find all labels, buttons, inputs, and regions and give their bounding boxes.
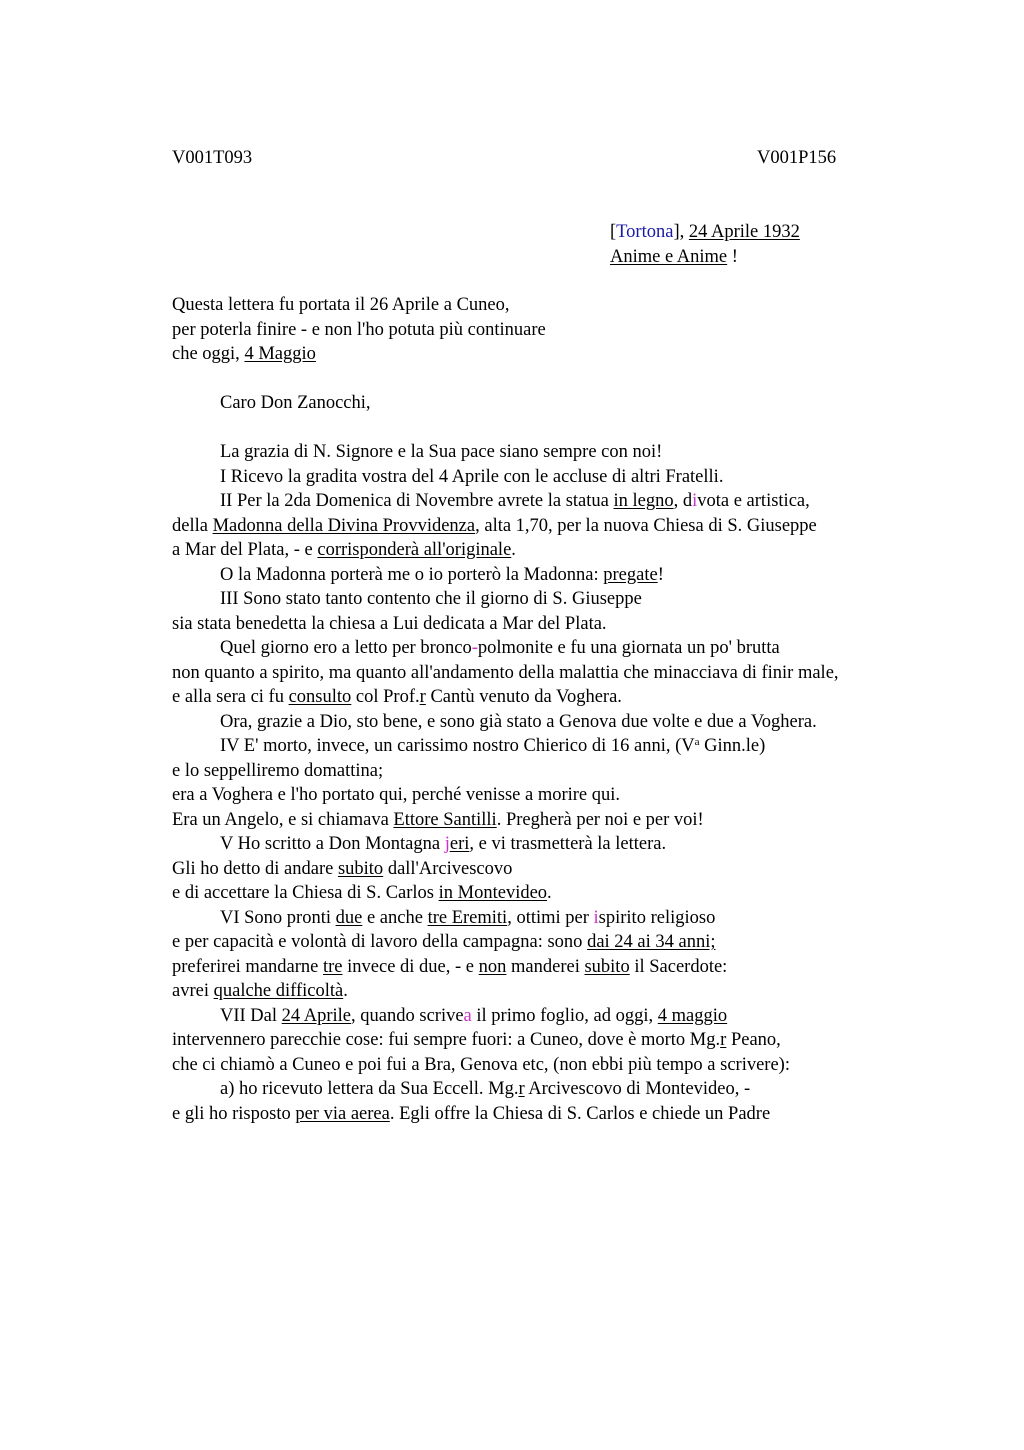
paragraph-line: non quanto a spirito, ma quanto all'andamento della malattia che minacciava di finir male, bbox=[172, 662, 839, 683]
text: col Prof. bbox=[351, 687, 420, 707]
text: ! bbox=[657, 564, 664, 585]
text: a) ho ricevuto lettera da Sua Eccell. Mg. bbox=[220, 1079, 519, 1099]
note-line bbox=[172, 342, 546, 367]
text: Ginn.le) bbox=[699, 736, 766, 756]
salutation: Caro Don Zanocchi, bbox=[220, 393, 371, 413]
paragraph-line: Ora, grazie a Dio, sto bene, e sono già stato a Genova due volte e due a Voghera. bbox=[220, 711, 817, 732]
underlined-text: tre Eremiti bbox=[427, 907, 508, 928]
text: . bbox=[547, 883, 552, 903]
paragraph-line bbox=[172, 1004, 839, 1029]
text: che oggi, bbox=[172, 344, 245, 364]
note-line: Questa lettera fu portata il 26 Aprile a Cuneo, bbox=[172, 295, 510, 315]
underlined-text: Madonna della Divina Provvidenza bbox=[212, 515, 476, 536]
paragraph-line bbox=[172, 636, 839, 661]
motto-end: ! bbox=[727, 246, 738, 267]
note-date: 4 Maggio bbox=[244, 344, 316, 364]
underlined-text: subito bbox=[584, 956, 630, 977]
underlined-text: consulto bbox=[288, 687, 352, 707]
text: VII Dal bbox=[220, 1005, 282, 1026]
highlighted-char: j bbox=[444, 834, 450, 854]
text: e alla sera ci fu bbox=[172, 687, 289, 707]
underlined-text: tre bbox=[323, 956, 343, 977]
text: spirito religioso bbox=[598, 907, 716, 928]
motto: Anime e Anime bbox=[610, 246, 728, 267]
text: Arcivescovo di Montevideo, - bbox=[524, 1079, 751, 1099]
text: invece di due, - e bbox=[342, 956, 479, 977]
underlined-text: Ettore Santilli bbox=[393, 809, 497, 830]
text: . bbox=[343, 981, 348, 1001]
letter-body bbox=[172, 391, 839, 1126]
note-line: per poterla finire - e non l'ho potuta più continuare bbox=[172, 319, 546, 340]
text: avrei bbox=[172, 981, 214, 1001]
text: IV E' morto, invece, un carissimo nostro Chierico di 16 anni, (V bbox=[220, 736, 695, 756]
text: e gli ho risposto bbox=[172, 1103, 296, 1124]
paragraph-line bbox=[172, 979, 839, 1004]
paragraph-line bbox=[172, 489, 839, 514]
text: , d bbox=[673, 491, 693, 511]
bracket: [ bbox=[610, 222, 617, 242]
text: Era un Angelo, e si chiamava bbox=[172, 809, 394, 830]
document-code-right: V001P156 bbox=[757, 148, 837, 168]
text: vota e artistica, bbox=[697, 491, 810, 511]
text: , e vi trasmetterà la lettera. bbox=[469, 834, 667, 854]
paragraph-line bbox=[172, 906, 839, 931]
paragraph-line bbox=[172, 857, 839, 882]
paragraph-line: I Ricevo la gradita vostra del 4 Aprile con le accluse di altri Fratelli. bbox=[220, 466, 724, 487]
text: il primo foglio, ad oggi, bbox=[471, 1005, 658, 1026]
underlined-text: subito bbox=[337, 858, 384, 879]
text: il Sacerdote: bbox=[629, 956, 728, 977]
underlined-text: r bbox=[720, 1030, 727, 1050]
paragraph-line bbox=[172, 563, 839, 588]
text: preferirei mandarne bbox=[172, 956, 323, 977]
underlined-text: in Montevideo bbox=[438, 883, 548, 903]
underlined-text: eri bbox=[449, 834, 470, 854]
letter-date: 24 Aprile 1932 bbox=[688, 222, 800, 242]
paragraph-line bbox=[172, 1102, 839, 1127]
paragraph-line bbox=[172, 1077, 839, 1102]
highlighted-char: - bbox=[471, 638, 478, 658]
text: dall'Arcivescovo bbox=[383, 858, 513, 879]
paragraph-line: III Sono stato tanto contento che il giorno di S. Giuseppe bbox=[220, 589, 642, 609]
text: O la Madonna porterà me o io porterò la Madonna: bbox=[220, 564, 604, 585]
paragraph-line bbox=[172, 514, 839, 539]
highlighted-char: i bbox=[593, 907, 599, 928]
underlined-text: qualche difficoltà bbox=[213, 981, 344, 1001]
underlined-text: due bbox=[335, 907, 363, 928]
paragraph-line bbox=[172, 881, 839, 906]
paragraph-line bbox=[172, 734, 839, 759]
text: manderei bbox=[506, 956, 585, 977]
paragraph-line bbox=[172, 1028, 839, 1053]
paragraph-line: sia stata benedetta la chiesa a Lui dedicata a Mar del Plata. bbox=[172, 613, 607, 634]
highlighted-char: a bbox=[463, 1005, 472, 1026]
paragraph-line: che ci chiamò a Cuneo e poi fui a Bra, Genova etc, (non ebbi più tempo a scrivere): bbox=[172, 1054, 790, 1075]
underlined-text: 24 Aprile bbox=[281, 1005, 352, 1026]
underlined-text: pregate bbox=[603, 564, 658, 585]
paragraph-line bbox=[172, 808, 839, 833]
paragraph-line bbox=[172, 538, 839, 563]
paragraph-line bbox=[172, 955, 839, 980]
text: V Ho scritto a Don Montagna bbox=[220, 834, 445, 854]
text: Cantù venuto da Voghera. bbox=[425, 687, 622, 707]
paragraph-line bbox=[172, 832, 839, 857]
dateline bbox=[610, 220, 800, 269]
greeting: La grazia di N. Signore e la Sua pace siano sempre con noi! bbox=[220, 442, 663, 462]
place-name: Tortona bbox=[616, 222, 674, 242]
text: , quando scrive bbox=[351, 1005, 464, 1026]
text: , alta 1,70, per la nuova Chiesa di S. Giuseppe bbox=[475, 515, 817, 536]
preface-note bbox=[172, 293, 546, 367]
text: polmonite e fu una giornata un po' brutta bbox=[477, 638, 780, 658]
text: II Per la 2da Domenica di Novembre avrete la statua bbox=[220, 491, 614, 511]
superscript: a bbox=[694, 736, 700, 748]
underlined-text: r bbox=[419, 687, 426, 707]
paragraph-line bbox=[172, 685, 839, 710]
text: e di accettare la Chiesa di S. Carlos bbox=[172, 883, 439, 903]
text: a Mar del Plata, - e bbox=[172, 540, 318, 560]
text: intervennero parecchie cose: fui sempre fuori: a Cuneo, dove è morto Mg. bbox=[172, 1030, 721, 1050]
underlined-text: 4 maggio bbox=[657, 1005, 728, 1026]
highlighted-char: i bbox=[692, 491, 698, 511]
text: della bbox=[172, 515, 213, 536]
paragraph-line: era a Voghera e l'ho portato qui, perché venisse a morire qui. bbox=[172, 785, 621, 805]
document-code-left: V001T093 bbox=[172, 148, 253, 168]
text: e anche bbox=[362, 907, 428, 928]
underlined-text: r bbox=[518, 1079, 525, 1099]
bracket: ], bbox=[673, 222, 689, 242]
text: . bbox=[511, 540, 516, 560]
underlined-text: per via aerea bbox=[295, 1103, 390, 1124]
text: e per capacità e volontà di lavoro della campagna: sono bbox=[172, 932, 588, 952]
text: . Egli offre la Chiesa di S. Carlos e chiede un Padre bbox=[389, 1103, 771, 1124]
underlined-text: non bbox=[478, 956, 507, 977]
paragraph-line: e lo seppelliremo domattina; bbox=[172, 760, 384, 781]
text: , ottimi per bbox=[507, 907, 594, 928]
text: VI Sono pronti bbox=[220, 907, 336, 928]
text: Peano, bbox=[726, 1030, 781, 1050]
text: . Pregherà per noi e per voi! bbox=[496, 809, 704, 830]
text: Gli ho detto di andare bbox=[172, 858, 338, 879]
paragraph-line bbox=[172, 930, 839, 955]
text: Quel giorno ero a letto per bronco bbox=[220, 638, 472, 658]
underlined-text: in legno bbox=[613, 491, 674, 511]
underlined-text: dai 24 ai 34 anni; bbox=[587, 932, 716, 952]
underlined-text: corrisponderà all'originale bbox=[317, 540, 512, 560]
